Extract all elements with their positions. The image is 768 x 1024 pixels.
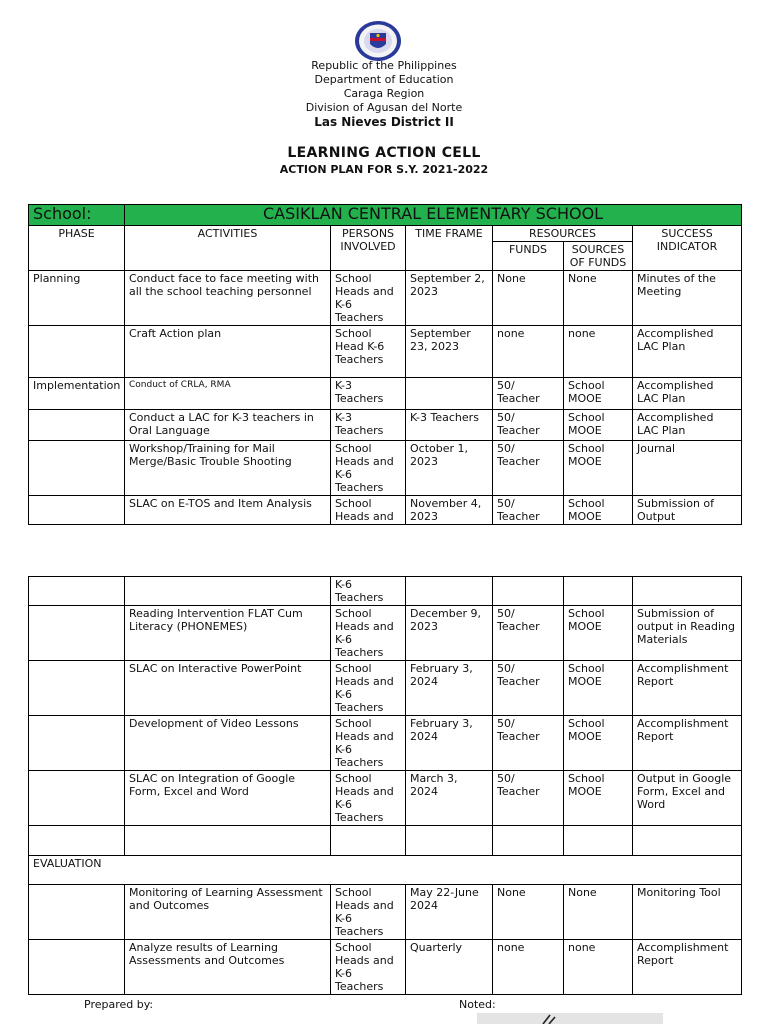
cell-success: Submission of Output [633,496,742,525]
cell-activity: Workshop/Training for Mail Merge/Basic Trouble Shooting [125,441,331,496]
cell-activity [125,577,331,606]
cell-funds: none [493,940,564,995]
cell-phase [29,441,125,496]
cell-persons [331,826,406,856]
cell-activity: Conduct a LAC for K-3 teachers in Oral Language [125,410,331,441]
cell-persons: School Heads and K-6 Teachers [331,716,406,771]
cell-persons: School Heads and K-6 Teachers [331,940,406,995]
cell-sources: None [564,885,633,940]
col-activities: ACTIVITIES [125,226,331,271]
document-title: LEARNING ACTION CELL [287,145,481,161]
col-persons: PERSONS INVOLVED [331,226,406,271]
cell-sources: School MOOE [564,496,633,525]
cell-funds [493,826,564,856]
cell-activity: SLAC on Interactive PowerPoint [125,661,331,716]
table-row [29,826,742,856]
cell-timeframe: February 3, 2024 [406,661,493,716]
table-row [29,771,742,826]
cell-timeframe: October 1, 2023 [406,441,493,496]
table-row [29,378,742,410]
col-phase: PHASE [29,226,125,271]
cell-funds: 50/ Teacher [493,716,564,771]
cell-persons: School Head K-6 Teachers [331,326,406,378]
signature-area [477,1013,663,1024]
cell-activity: Development of Video Lessons [125,716,331,771]
cell-persons: School Heads and K-6 Teachers [331,271,406,326]
cell-funds: 50/ Teacher [493,661,564,716]
col-success: SUCCESS INDICATOR [633,226,742,271]
cell-phase [29,826,125,856]
col-sources: SOURCES OF FUNDS [564,242,633,271]
cell-activity [125,826,331,856]
cell-success [633,577,742,606]
cell-success: Output in Google Form, Excel and Word [633,771,742,826]
cell-timeframe: September 23, 2023 [406,326,493,378]
cell-timeframe: K-3 Teachers [406,410,493,441]
cell-timeframe [406,378,493,410]
cell-success [633,826,742,856]
cell-sources: School MOOE [564,771,633,826]
cell-phase [29,410,125,441]
cell-persons: K-3 Teachers [331,378,406,410]
cell-funds: None [493,271,564,326]
cell-phase: Implementation [29,378,125,410]
cell-phase: Planning [29,271,125,326]
cell-success: Accomplishment Report [633,716,742,771]
cell-phase [29,940,125,995]
signature-mark [541,1013,561,1024]
cell-success: Accomplished LAC Plan [633,378,742,410]
cell-persons: School Heads and K-6 Teachers [331,885,406,940]
noted-label: Noted: [459,998,496,1011]
cell-activity: SLAC on Integration of Google Form, Excel and Word [125,771,331,826]
table-row [29,410,742,441]
cell-funds: None [493,885,564,940]
cell-timeframe: November 4, 2023 [406,496,493,525]
cell-phase [29,885,125,940]
header-district: Las Nieves District II [314,115,454,129]
cell-sources: School MOOE [564,661,633,716]
cell-persons: School Heads and K-6 Teachers [331,606,406,661]
cell-phase [29,716,125,771]
table-row [29,441,742,496]
prepared-by-label: Prepared by: [84,998,154,1011]
header-republic: Republic of the Philippines [311,59,457,72]
cell-activity: Craft Action plan [125,326,331,378]
cell-phase [29,326,125,378]
cell-sources: School MOOE [564,378,633,410]
cell-success: Accomplished LAC Plan [633,326,742,378]
cell-sources: School MOOE [564,716,633,771]
col-timeframe: TIME FRAME [406,226,493,271]
cell-funds: 50/ Teacher [493,378,564,410]
cell-timeframe: December 9, 2023 [406,606,493,661]
cell-success: Minutes of the Meeting [633,271,742,326]
cell-success: Monitoring Tool [633,885,742,940]
evaluation-label: EVALUATION [29,856,742,885]
school-name: CASIKLAN CENTRAL ELEMENTARY SCHOOL [125,205,742,226]
cell-funds: 50/ Teacher [493,441,564,496]
cell-success: Accomplishment Report [633,661,742,716]
action-plan-table-page1 [28,204,742,525]
cell-success: Accomplished LAC Plan [633,410,742,441]
header-division: Division of Agusan del Norte [305,101,463,114]
school-label: School: [29,205,125,226]
action-plan-table-page2 [28,576,742,995]
cell-funds: 50/ Teacher [493,606,564,661]
cell-funds: 50/ Teacher [493,410,564,441]
cell-activity: Conduct of CRLA, RMA [125,378,331,410]
cell-timeframe [406,577,493,606]
table-row [29,577,742,606]
cell-sources: School MOOE [564,410,633,441]
cell-activity: Conduct face to face meeting with all the school teaching personnel [125,271,331,326]
table-row [29,716,742,771]
table-row [29,496,742,525]
cell-success: Journal [633,441,742,496]
cell-persons: School Heads and [331,496,406,525]
header-department: Department of Education [314,73,454,86]
cell-sources [564,577,633,606]
cell-phase [29,496,125,525]
cell-activity: SLAC on E-TOS and Item Analysis [125,496,331,525]
cell-persons: K-3 Teachers [331,410,406,441]
cell-timeframe: September 2, 2023 [406,271,493,326]
cell-sources: None [564,271,633,326]
cell-activity: Analyze results of Learning Assessments and Outcomes [125,940,331,995]
cell-phase [29,606,125,661]
table-row [29,326,742,378]
table-row [29,271,742,326]
cell-persons: K-6 Teachers [331,577,406,606]
cell-funds: none [493,326,564,378]
cell-sources: School MOOE [564,606,633,661]
cell-funds [493,577,564,606]
cell-success: Accomplishment Report [633,940,742,995]
cell-timeframe: March 3, 2024 [406,771,493,826]
deped-seal-logo [353,20,403,62]
cell-funds: 50/ Teacher [493,496,564,525]
evaluation-row [29,856,742,885]
cell-persons: School Heads and K-6 Teachers [331,441,406,496]
school-row [29,205,742,226]
cell-sources [564,826,633,856]
document-subtitle: ACTION PLAN FOR S.Y. 2021-2022 [279,163,489,176]
column-header-row [29,226,742,242]
table-row [29,885,742,940]
header-region: Caraga Region [343,87,425,100]
cell-success: Submission of output in Reading Materials [633,606,742,661]
table-row [29,661,742,716]
cell-activity: Reading Intervention FLAT Cum Literacy (PHONEMES) [125,606,331,661]
cell-persons: School Heads and K-6 Teachers [331,661,406,716]
col-funds: FUNDS [493,242,564,271]
cell-persons: School Heads and K-6 Teachers [331,771,406,826]
cell-timeframe: February 3, 2024 [406,716,493,771]
cell-sources: none [564,326,633,378]
cell-sources: none [564,940,633,995]
col-resources: RESOURCES [493,226,633,242]
cell-timeframe: May 22-June 2024 [406,885,493,940]
cell-phase [29,577,125,606]
cell-activity: Monitoring of Learning Assessment and Outcomes [125,885,331,940]
cell-timeframe: Quarterly [406,940,493,995]
table-row [29,606,742,661]
cell-sources: School MOOE [564,441,633,496]
cell-phase [29,661,125,716]
cell-timeframe [406,826,493,856]
cell-funds: 50/ Teacher [493,771,564,826]
table-row [29,940,742,995]
cell-phase [29,771,125,826]
